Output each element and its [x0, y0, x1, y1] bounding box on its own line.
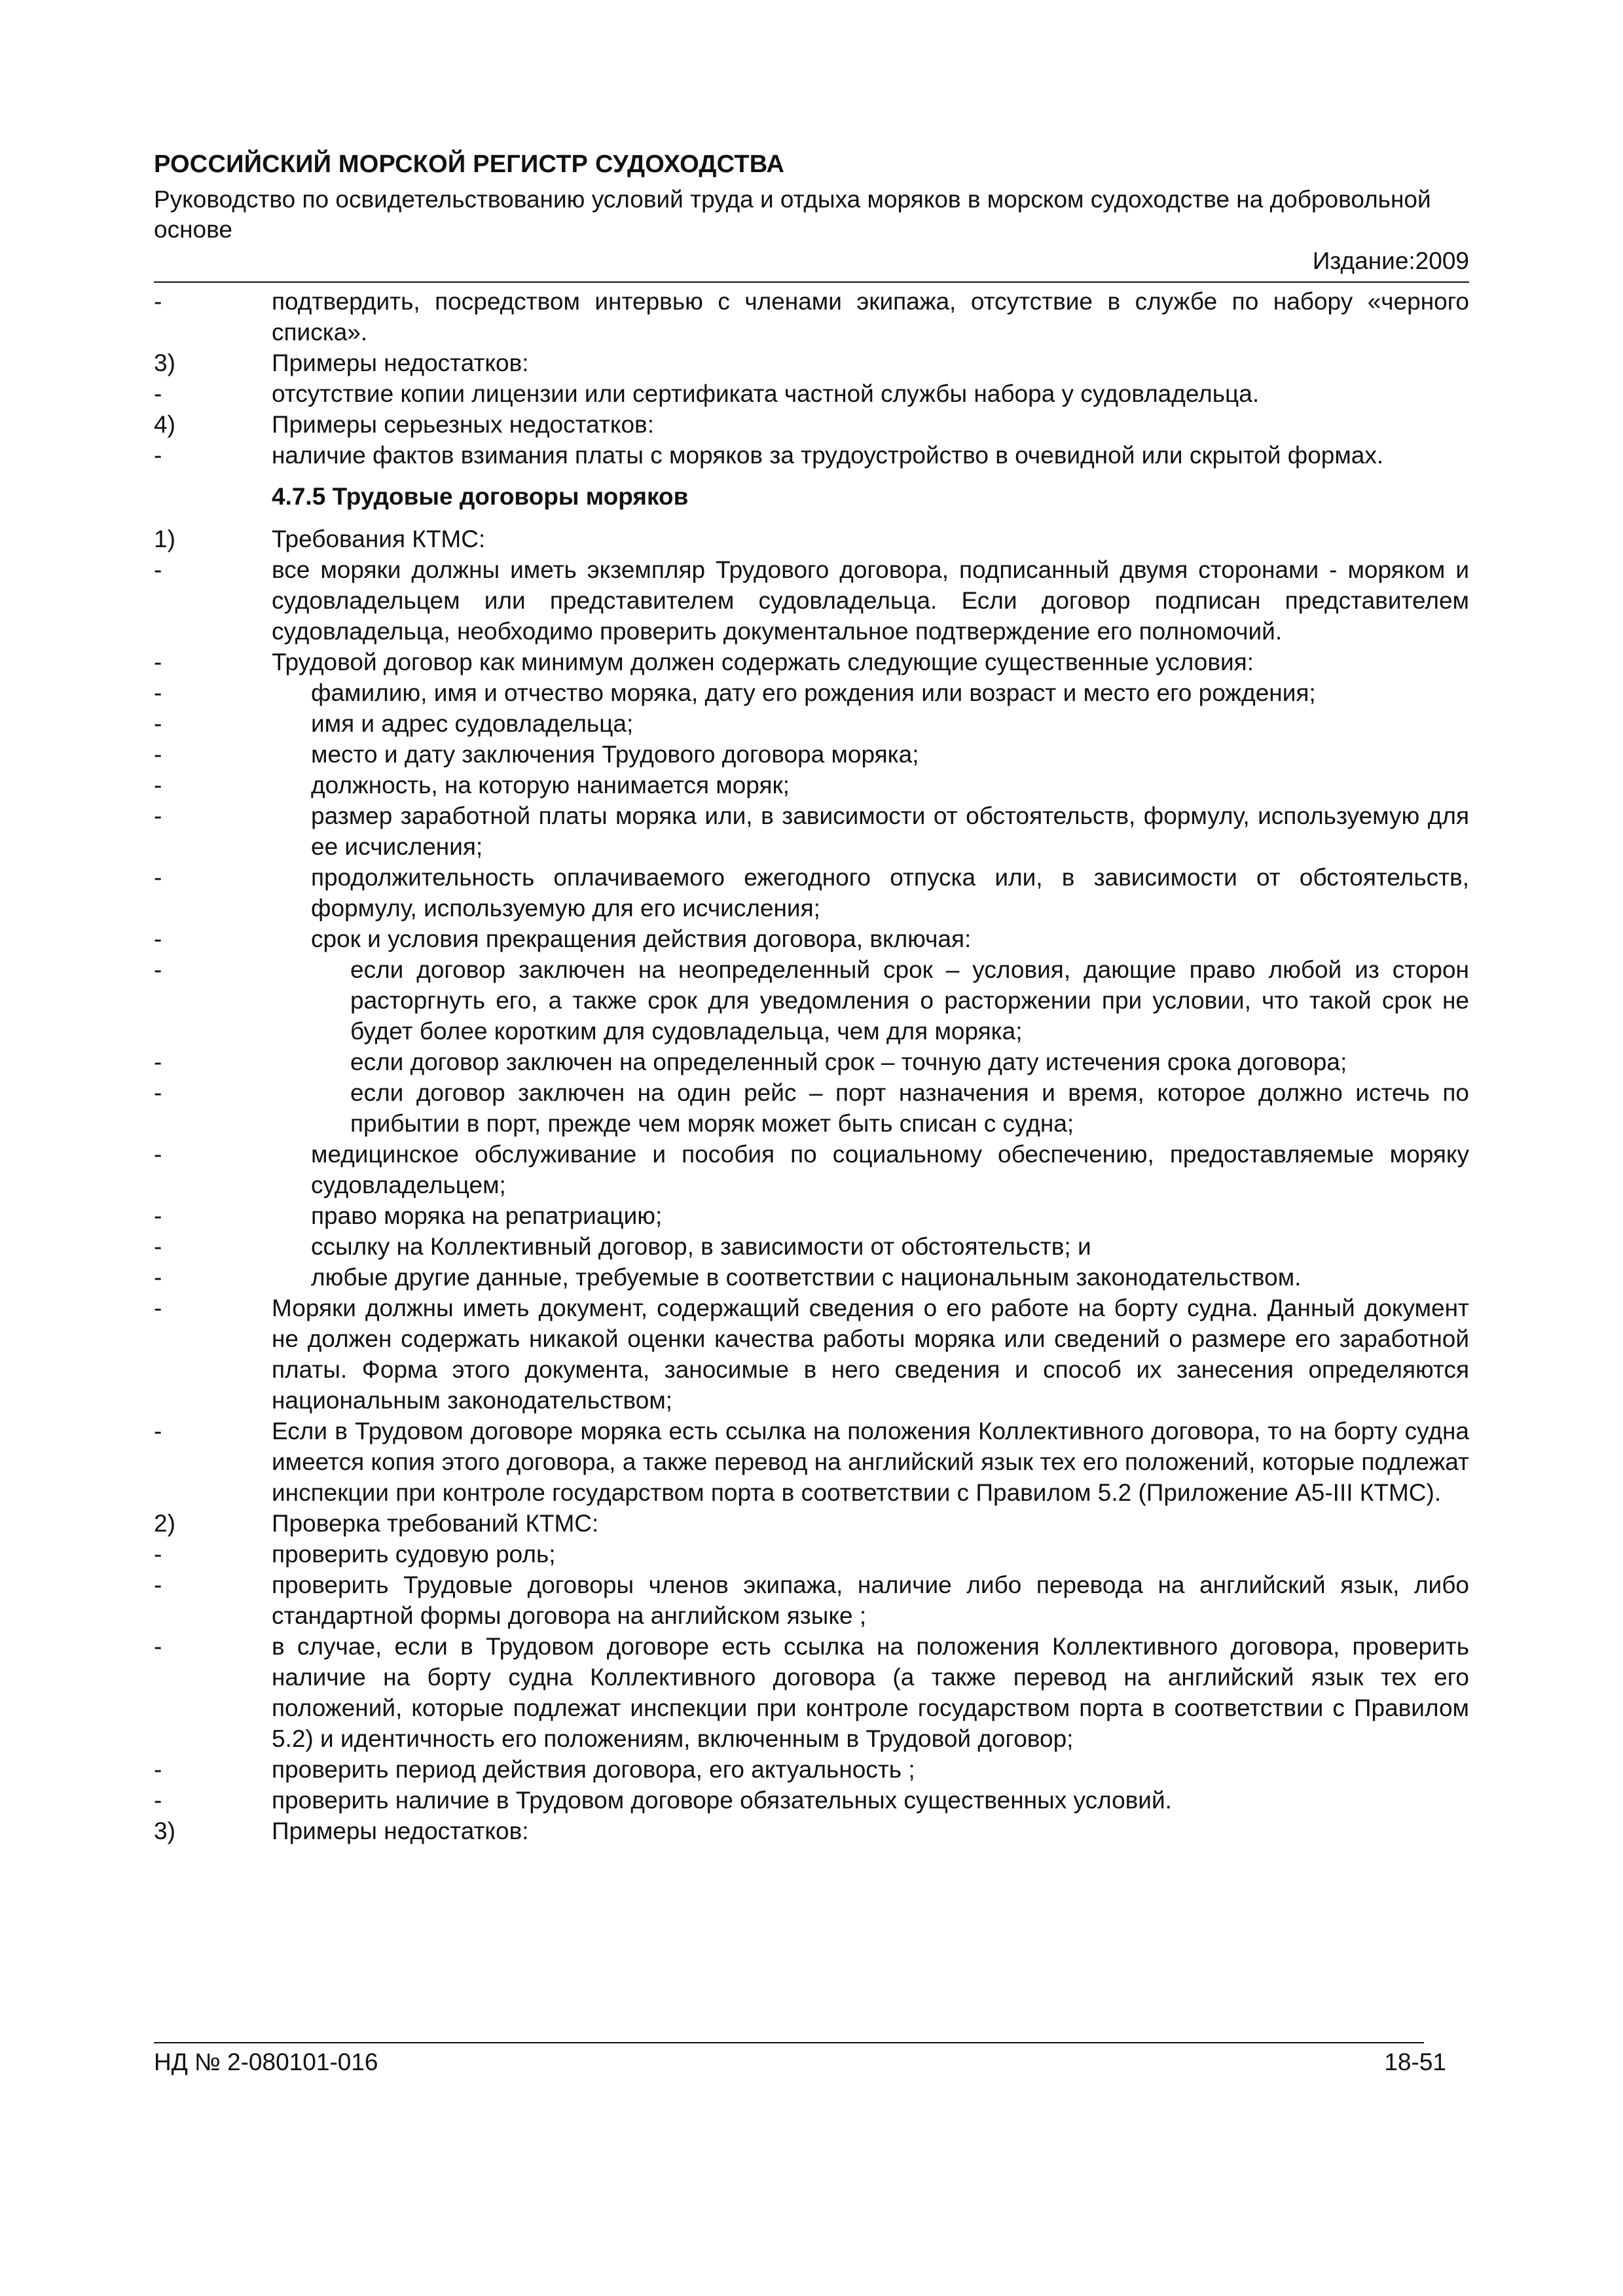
list-item-text: подтвердить, посредством интервью с членами экипажа, отсутствие в службе по набору «черного списка». [272, 288, 1469, 346]
list-item [154, 524, 1469, 554]
list-marker: 4) [154, 411, 175, 438]
list-item-text: Примеры недостатков: [272, 350, 529, 376]
list-marker: - [154, 710, 162, 737]
list-item [154, 1816, 1469, 1846]
list-item-text: проверить наличие в Трудовом договоре обязательных существенных условий. [272, 1787, 1172, 1814]
list-marker: - [154, 1141, 162, 1168]
list-marker: - [154, 741, 162, 768]
list-marker: - [154, 679, 162, 706]
footer-divider [154, 2042, 1424, 2043]
list-marker: - [154, 802, 162, 829]
list-marker: - [154, 556, 162, 583]
list-marker: - [154, 1049, 162, 1075]
list-marker: - [154, 649, 162, 675]
list-item-text: если договор заключен на определенный срок – точную дату истечения срока договора; [350, 1049, 1347, 1075]
list-item [154, 440, 1469, 471]
list-item-text: размер заработной платы моряка или, в зависимости от обстоятельств, формулу, используемую для ее исчисления; [311, 802, 1469, 860]
list-marker: - [154, 288, 162, 315]
list-item [154, 1293, 1469, 1416]
section-heading-text: 4.7.5 Трудовые договоры моряков [272, 483, 689, 510]
list-item [154, 1231, 1469, 1262]
list-item [154, 862, 1469, 924]
list-marker: - [154, 1233, 162, 1260]
list-item-text: в случае, если в Трудовом договоре есть ссылка на положения Коллективного договора, проверить наличие на борту судна Коллективного договора (а также перевод на английский язык тех его положений, которые подлежат инспекции при контроле государством порта в соответствии с Правилом 5.2) и идентичность его положениям, включенным в Трудовой договор; [272, 1633, 1469, 1752]
organization-title: РОССИЙСКИЙ МОРСКОЙ РЕГИСТР СУДОХОДСТВА [154, 151, 785, 178]
list-marker: - [154, 1541, 162, 1568]
list-item-text: Проверка требований КТМС: [272, 1510, 599, 1537]
list-item [154, 677, 1469, 708]
list-item-text: продолжительность оплачиваемого ежегодного отпуска или, в зависимости от обстоятельств, формулу, используемую для его исчисления; [311, 864, 1469, 922]
list-marker: - [154, 956, 162, 983]
list-item [154, 708, 1469, 739]
list-item-text: ссылку на Коллективный договор, в зависимости от обстоятельств; и [311, 1233, 1091, 1260]
list-item-text: если договор заключен на один рейс – порт назначения и время, которое должно истечь по прибытии в порт, прежде чем моряк может быть списан с судна; [350, 1079, 1469, 1137]
list-item [154, 1200, 1469, 1231]
list-item-text: медицинское обслуживание и пособия по социальному обеспечению, предоставляемые моряку судовладельцем; [311, 1141, 1469, 1198]
list-item-text: проверить судовую роль; [272, 1541, 556, 1568]
list-item [154, 924, 1469, 954]
list-marker: - [154, 380, 162, 407]
list-item-text: место и дату заключения Трудового договора моряка; [311, 741, 919, 768]
list-item-text: проверить период действия договора, его актуальность ; [272, 1756, 915, 1783]
list-marker: - [154, 1633, 162, 1660]
list-item [154, 954, 1469, 1047]
list-item-text: Моряки должны иметь документ, содержащий сведения о его работе на борту судна. Данный документ не должен содержать никакой оценки качества работы моряка или сведений о размере его заработной платы. Форма этого документа, заносимые в него сведения и способ их занесения определяются национальным законодательством; [272, 1295, 1469, 1414]
list-marker: 1) [154, 526, 175, 552]
list-item [154, 1139, 1469, 1200]
list-item-text: Если в Трудовом договоре моряка есть ссылка на положения Коллективного договора, то на борту судна имеется копия этого договора, а также перевод на английский язык тех его положений, которые подлежат инспекции при контроле государством порта в соответствии с Правилом 5.2 (Приложение А5-III КТМС). [272, 1418, 1469, 1506]
list-item-text: имя и адрес судовладельца; [311, 710, 634, 737]
list-marker: - [154, 1202, 162, 1229]
list-item [154, 1047, 1469, 1077]
list-item-text: Примеры серьезных недостатков: [272, 411, 654, 438]
list-item-text: Трудовой договор как минимум должен содержать следующие существенные условия: [272, 649, 1254, 675]
edition-label: Издание:2009 [1312, 247, 1469, 274]
list-item-text: право моряка на репатриацию; [311, 1202, 663, 1229]
list-item [154, 1754, 1469, 1785]
document-number: НД № 2-080101-016 [154, 2049, 378, 2075]
list-item-text: Требования КТМС: [272, 526, 486, 552]
list-item-text: Примеры недостатков: [272, 1818, 529, 1844]
header-divider [154, 281, 1469, 283]
list-item [154, 800, 1469, 862]
list-marker: - [154, 1418, 162, 1444]
list-marker: - [154, 442, 162, 469]
list-item [154, 1631, 1469, 1754]
list-marker: - [154, 1787, 162, 1814]
list-item-text: любые другие данные, требуемые в соответствии с национальным законодательством. [311, 1264, 1302, 1291]
list-item [154, 378, 1469, 409]
list-item [154, 647, 1469, 677]
list-marker: 3) [154, 350, 175, 376]
list-item [154, 348, 1469, 378]
list-item-text: срок и условия прекращения действия договора, включая: [311, 925, 972, 952]
list-marker: - [154, 1264, 162, 1291]
list-item [154, 1077, 1469, 1139]
list-item [154, 770, 1469, 800]
list-marker: - [154, 1571, 162, 1598]
list-item [154, 1539, 1469, 1570]
list-marker: - [154, 864, 162, 891]
list-item-text: должность, на которую нанимается моряк; [311, 772, 790, 798]
list-item [154, 286, 1469, 348]
list-item [154, 409, 1469, 440]
list-marker: - [154, 1295, 162, 1321]
list-marker: - [154, 1079, 162, 1106]
list-marker: - [154, 772, 162, 798]
list-item [154, 739, 1469, 770]
list-item-text: все моряки должны иметь экземпляр Трудового договора, подписанный двумя сторонами - моряком и судовладельцем или представителем судовладельца. Если договор подписан представителем судовладельца, необходимо проверить документальное подтверждение его полномочий. [272, 556, 1469, 645]
document-body [154, 286, 1469, 1846]
document-subtitle: Руководство по освидетельствованию условий труда и отдыха моряков в морском судоходстве на добровольной основе [154, 186, 1431, 243]
page-number: 18-51 [1384, 2049, 1446, 2075]
list-item [154, 1416, 1469, 1508]
section-heading [154, 481, 1469, 512]
list-item [154, 1785, 1469, 1816]
list-marker: - [154, 1756, 162, 1783]
list-item-text: наличие фактов взимания платы с моряков за трудоустройство в очевидной или скрытой формах. [272, 442, 1384, 469]
list-item [154, 1262, 1469, 1293]
list-item-text: если договор заключен на неопределенный срок – условия, дающие право любой из сторон расторгнуть его, а также срок для уведомления о расторжении при условии, что такой срок не будет более коротким для судовладельца, чем для моряка; [350, 956, 1469, 1045]
list-item-text: проверить Трудовые договоры членов экипажа, наличие либо перевода на английский язык, либо стандартной формы договора на английском языке ; [272, 1571, 1469, 1629]
list-item [154, 554, 1469, 647]
list-marker: 3) [154, 1818, 175, 1844]
list-marker: - [154, 925, 162, 952]
list-item [154, 1508, 1469, 1539]
list-item [154, 1570, 1469, 1631]
list-item-text: фамилию, имя и отчество моряка, дату его рождения или возраст и место его рождения; [311, 679, 1316, 706]
list-marker: 2) [154, 1510, 175, 1537]
list-item-text: отсутствие копии лицензии или сертификата частной службы набора у судовладельца. [272, 380, 1260, 407]
